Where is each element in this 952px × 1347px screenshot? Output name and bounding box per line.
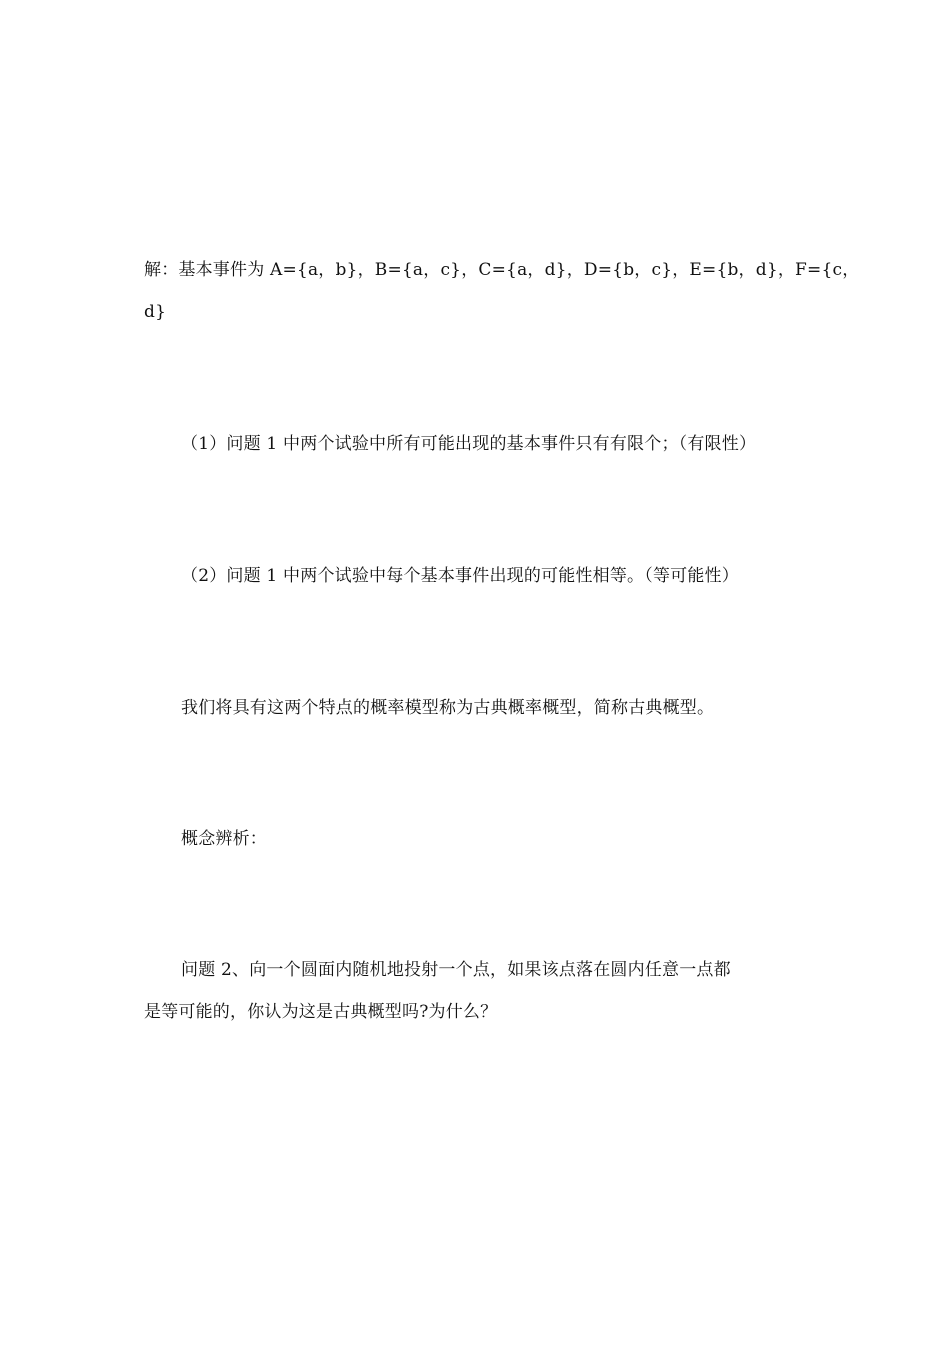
- property-item-1: （1）问题 1 中两个试验中所有可能出现的基本事件只有有限个；（有限性）: [181, 434, 757, 454]
- solution-line-1: 解：基本事件为 A={a，b}，B={a，c}，C={a，d}，D={b，c}，E={b，d}，F={c，: [144, 260, 860, 280]
- property-item-2: （2）问题 1 中两个试验中每个基本事件出现的可能性相等。（等可能性）: [181, 566, 739, 586]
- concept-heading: 概念辨析：: [181, 829, 267, 849]
- question-2-line-1: 问题 2、向一个圆面内随机地投射一个点，如果该点落在圆内任意一点都: [181, 960, 731, 980]
- solution-line-2: d}: [144, 302, 167, 322]
- definition-paragraph: 我们将具有这两个特点的概率模型称为古典概率概型，简称古典概型。: [181, 698, 715, 718]
- question-2-line-2: 是等可能的，你认为这是古典概型吗?为什么？: [144, 1002, 498, 1022]
